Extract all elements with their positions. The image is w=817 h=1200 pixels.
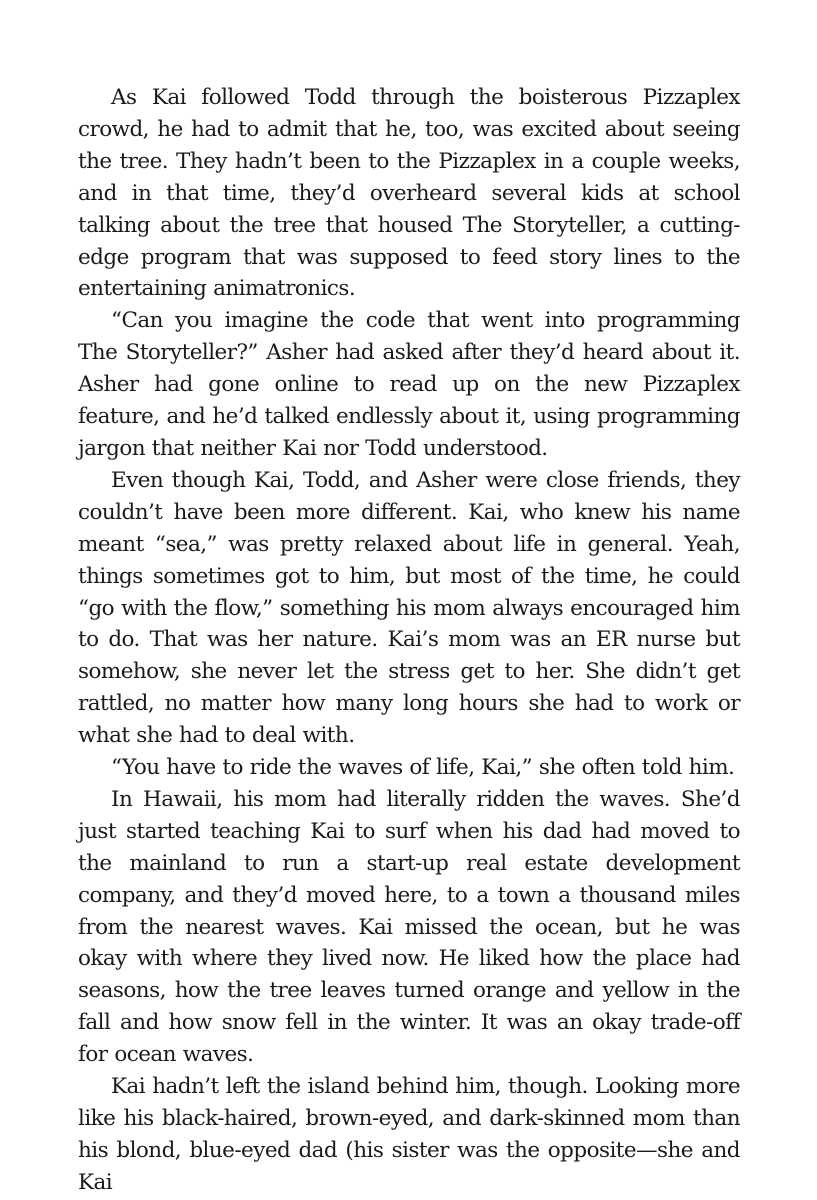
paragraph-4: “You have to ride the waves of life, Kai,” she often told him. [111, 755, 735, 781]
book-page-text [78, 82, 740, 1199]
paragraph-6: Kai hadn’t left the island behind him, though. Looking more like his black-haired, brown-eyed, and dark-skinned mom than his blond, blue-eyed dad (his sister was the opposite—she and Kai [78, 1074, 740, 1195]
paragraph-3: Even though Kai, Todd, and Asher were close friends, they couldn’t have been more different. Kai, who knew his name meant “sea,” was pretty relaxed about life in general. Yeah, things sometimes got to him, but most of the time, he could “go with the flow,” something his mom always encouraged him to do. That was her nature. Kai’s mom was an ER nurse but somehow, she never let the stress get to her. She didn’t get rattled, no matter how many long hours she had to work or what she had to deal with. [78, 467, 740, 749]
paragraph-5: In Hawaii, his mom had literally ridden the waves. She’d just started teaching Kai to surf when his dad had moved to the mainland to run a start-up real estate development company, and they’d moved here, to a town a thousand miles from the nearest waves. Kai missed the ocean, but he was okay with where they lived now. He liked how the place had seasons, how the tree leaves turned orange and yellow in the fall and how snow fell in the winter. It was an okay trade-off for ocean waves. [78, 786, 740, 1068]
paragraph-2: “Can you imagine the code that went into programming The Storyteller?” Asher had asked after they’d heard about it. Asher had gone online to read up on the new Pizzaplex feature, and he’d talked endlessly about it, using programming jargon that neither Kai nor Todd understood. [78, 308, 740, 461]
paragraph-1: As Kai followed Todd through the boisterous Pizzaplex crowd, he had to admit that he, too, was excited about seeing the tree. They hadn’t been to the Pizzaplex in a couple weeks, and in that time, they’d overheard several kids at school talking about the tree that housed The Storyteller, a cutting-edge program that was supposed to feed story lines to the entertaining animatronics. [78, 85, 740, 302]
